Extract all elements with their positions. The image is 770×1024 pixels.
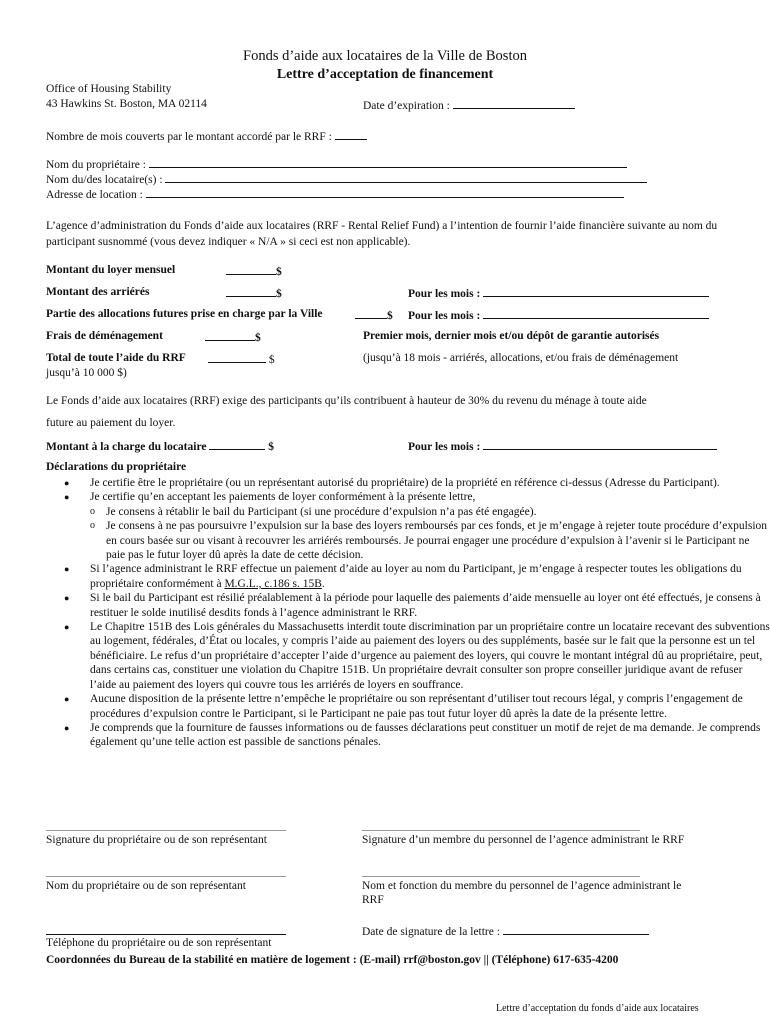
arrears-months-label: Pour les mois : [408,288,481,300]
contribution-line2: future au paiement du loyer. [46,417,176,429]
max-note: (jusqu’à 18 mois - arriérés, allocations, et/ou frais de déménagement [363,352,679,364]
declaration-item-text: Si l’agence administrant le RRF effectue un paiement d’aide au loyer au nom du Participant, je m’engage à respecter toutes les obligations du propriétaire conformément à [90,563,742,590]
owner-name-field[interactable] [46,157,627,171]
future-share-label: Partie des allocations futures prise en charge par la Ville [46,308,323,320]
tenant-months-blank[interactable] [483,439,717,450]
staff-signature-label: Signature d’un membre du personnel de l’agence administrant le RRF [362,834,685,846]
expiration-date-label: Date d’expiration : [363,100,450,112]
moving-fees-blank[interactable] [205,330,255,341]
owner-name-line[interactable] [46,876,286,877]
monthly-rent-field[interactable] [226,264,282,278]
tenant-months-field[interactable] [408,439,717,453]
expiration-date-blank[interactable] [453,98,575,109]
owner-signature-line[interactable] [46,830,286,831]
months-covered-label: Nombre de mois couverts par le montant accordé par le RRF : [46,131,332,143]
expiration-date-field[interactable] [363,98,575,112]
arrears-field[interactable] [226,286,282,300]
staff-name-label-2: RRF [362,894,384,906]
letter-date-field[interactable] [362,924,649,938]
contribution-line1: Le Fonds d’aide aux locataires (RRF) exige des participants qu’ils contribuent à hauteur de 30% du revenu du ménage à toute aide [46,395,647,407]
total-aid-blank[interactable] [208,352,266,363]
declaration-item: ● Si le bail du Participant est résilié préalablement à la période pour laquelle des paiements d’aide mensuelle au loyer ont été effectués, je consens à restituer le solde inutilisé desdits fonds à l’agence administrant le RRF. [90,591,770,620]
declaration-sublist [90,505,770,563]
declaration-item: ● Si l’agence administrant le RRF effectue un paiement d’aide au loyer au nom du Participant, je m’engage à respecter toutes les obligations du propriétaire conformément à M.G.L., c.186 s. 15B. [90,562,770,591]
owner-phone-label: Téléphone du propriétaire ou de son représentant [46,937,272,949]
owner-phone-line[interactable] [46,934,286,935]
moving-fees-label: Frais de déménagement [46,330,163,342]
arrears-months-blank[interactable] [483,286,709,297]
declaration-item: ● Le Chapitre 151B des Lois générales du Massachusetts interdit toute discrimination par un propriétaire contre un locataire recevant des subventions au logement, fédérales, d’État ou locales, y compris l’aide au paiement des loyers ou des suppléments, basée sur le fait que la personne est un tel bénéficiaire. Le refus d’un propriétaire d’accepter l’aide d’urgence au paiement des loyers, qui couvre le montant intégral dû au propriétaire, peut, dans certains cas, constituer une violation du Chapitre 151B. Un propriétaire devrait consulter son propre conseiller juridique avant de refuser l’aide au paiement des loyers qui couvre tous les arriérés de loyers en souffrance. [90,620,770,692]
owner-signature-label: Signature du propriétaire ou de son représentant [46,834,267,846]
arrears-currency: $ [276,288,282,300]
tenant-share-label: Montant à la charge du locataire [46,441,207,453]
staff-name-line[interactable] [362,876,640,877]
rental-address-field[interactable] [46,187,624,201]
declaration-subitem: o Je consens à rétablir le bail du Participant (si une procédure d’expulsion n’a pas été engagée). [106,505,770,519]
declaration-item-text: Je certifie qu’en acceptant les paiements de loyer conformément à la présente lettre, [90,491,476,504]
declaration-subitem: o Je consens à ne pas poursuivre l’expulsion sur la base des loyers remboursés par ces fonds, et je m’engage à rejeter toute procédure d’expulsion en cours basée sur ou visant à recouvrer les arriérés remboursés. Je pourrai engager une procédure d’expulsion à l’avenir si le Participant ne paie pas le futur loyer dû après la date de cette décision. [106,519,770,562]
total-aid-label: Total de toute l’aide du RRF [46,352,186,364]
monthly-rent-currency: $ [276,266,282,278]
total-aid-currency: $ [268,354,275,366]
total-aid-cap: jusqu’à 10 000 $) [46,367,127,379]
rental-address-blank[interactable] [146,187,624,198]
tenant-name-blank[interactable] [165,172,647,183]
declaration-item [90,490,770,562]
authorized-note: Premier mois, dernier mois et/ou dépôt de garantie autorisés [363,330,660,342]
office-address: 43 Hawkins St. Boston, MA 02114 [46,98,207,110]
tenant-name-label: Nom du/des locataire(s) : [46,174,163,186]
declarations-heading: Déclarations du propriétaire [46,461,187,473]
months-covered-blank[interactable] [335,129,367,140]
future-share-field[interactable] [355,308,393,322]
rental-address-label: Adresse de location : [46,189,143,201]
law-reference-link[interactable]: M.G.L., c.186 s. 15B [224,577,322,590]
moving-fees-field[interactable] [205,330,261,344]
staff-name-label-1: Nom et fonction du membre du personnel de l’agence administrant le [362,880,682,892]
page-footer: Lettre d’acceptation du fonds d’aide aux locataires [496,1003,699,1014]
tenant-share-field[interactable] [46,439,274,453]
letter-date-blank[interactable] [503,924,649,935]
future-months-field[interactable] [408,308,709,322]
tenant-name-field[interactable] [46,172,647,186]
total-aid-field[interactable] [208,352,275,366]
monthly-rent-blank[interactable] [226,264,276,275]
arrears-label: Montant des arriérés [46,286,150,298]
arrears-months-field[interactable] [408,286,709,300]
months-covered-field[interactable] [46,129,367,143]
owner-name-blank[interactable] [149,157,627,168]
owner-name-label: Nom du propriétaire : [46,159,146,171]
future-months-blank[interactable] [483,308,709,319]
tenant-months-label: Pour les mois : [408,441,481,453]
staff-signature-line[interactable] [362,830,640,831]
declaration-item: ● Je comprends que la fourniture de fausses informations ou de fausses déclarations peut constituer un motif de rejet de ma demande. Je comprends également qu’une telle action est passible de sanctions pénales. [90,721,770,750]
document-subtitle: Lettre d’acceptation de financement [276,67,494,82]
document-title: Fonds d’aide aux locataires de la Ville de Boston [243,48,527,64]
arrears-blank[interactable] [226,286,276,297]
declaration-item: ● Aucune disposition de la présente lettre n’empêche le propriétaire ou son représentant d’utiliser tout recours légal, y compris l’engagement de procédures d’expulsion contre le Participant, si le Participant ne paie pas tout futur loyer dû après la date de la présente lettre. [90,692,770,721]
owner-rep-name-label: Nom du propriétaire ou de son représentant [46,880,246,892]
contact-info: Coordonnées du Bureau de la stabilité en matière de logement : (E-mail) rrf@boston.gov || (Téléphone) 617-635-4200 [46,954,619,966]
letter-date-label: Date de signature de la lettre : [362,926,500,938]
tenant-share-blank[interactable] [209,439,265,450]
monthly-rent-label: Montant du loyer mensuel [46,264,176,276]
future-months-label: Pour les mois : [408,310,481,322]
future-share-blank[interactable] [355,308,387,319]
intro-paragraph: L’agence d’administration du Fonds d’aide aux locataires (RRF - Rental Relief Fund) a l’intention de fournir l’aide financière suivante au nom du participant susnommé (vous devez indiquer « N/A » si ceci est non applicable). [46,220,718,248]
tenant-share-currency: $ [268,441,274,453]
declaration-item: ● Je certifie être le propriétaire (ou un représentant autorisé du propriétaire) de la propriété en référence ci-dessus (Adresse du Participant). [90,476,770,490]
office-name: Office of Housing Stability [46,83,172,95]
declarations-list [46,476,770,750]
moving-fees-currency: $ [255,332,261,344]
future-share-currency: $ [387,310,393,322]
